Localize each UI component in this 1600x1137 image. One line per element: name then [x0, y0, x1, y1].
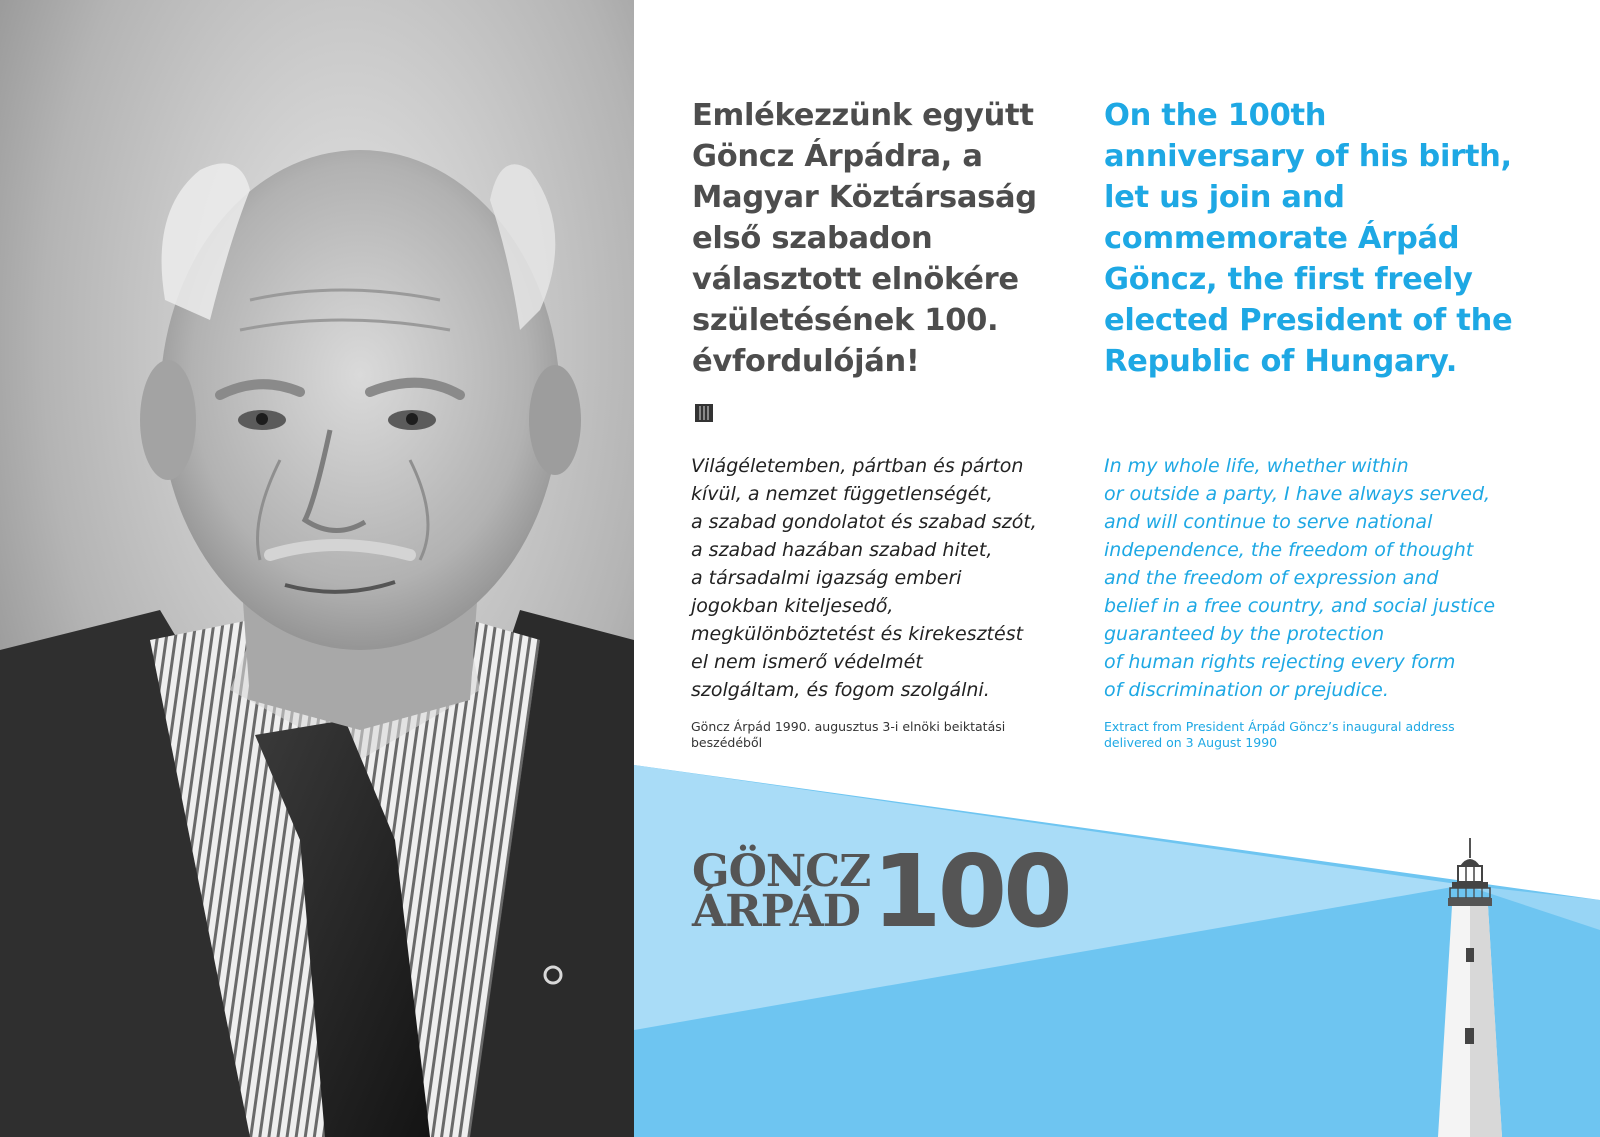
quote-english: In my whole life, whether within or outside a party, I have always served, and will continue to serve national independence, the freedom of thought and the freedom of expression and belief in a free country, and social justice guaranteed by the protection of human rights rejecting every form of discrimination or prejudice. [1104, 455, 1496, 701]
qr-code-icon[interactable] [695, 404, 713, 422]
heading-hungarian: Emlékezzünk együtt Göncz Árpádra, a Magyar Köztársaság első szabadon választott elnökére születésének 100. évfordulóján! [692, 98, 1037, 379]
heading-english: On the 100th anniversary of his birth, let us join and commemorate Árpád Göncz, the first freely elected President of the Republic of Hungary. [1104, 98, 1513, 379]
logo-name [692, 846, 871, 937]
logo-number: 100 [872, 833, 1069, 950]
lighthouse-icon [1420, 838, 1520, 1137]
logo-line-2: ÁRPÁD [692, 886, 860, 937]
goncz-arpad-100-logo [692, 833, 1092, 950]
portrait-photo [0, 0, 634, 1137]
logo-line-1: GÖNCZ [692, 846, 871, 897]
source-hungarian: Göncz Árpád 1990. augusztus 3-i elnöki beiktatási beszédéből [691, 719, 1006, 750]
quote-hungarian: Világéletemben, pártban és párton kívül, a nemzet függetlenségét, a szabad gondolatot és szabad szót, a szabad hazában szabad hitet, a társadalmi igazság emberi jogokban kiteljesedő, megkülönböztetést és kirekesztést el nem ismerő védelmét szolgáltam, és fogom szolgálni. [691, 455, 1037, 701]
source-english: Extract from President Árpád Göncz’s inaugural address delivered on 3 August 1990 [1104, 719, 1455, 750]
